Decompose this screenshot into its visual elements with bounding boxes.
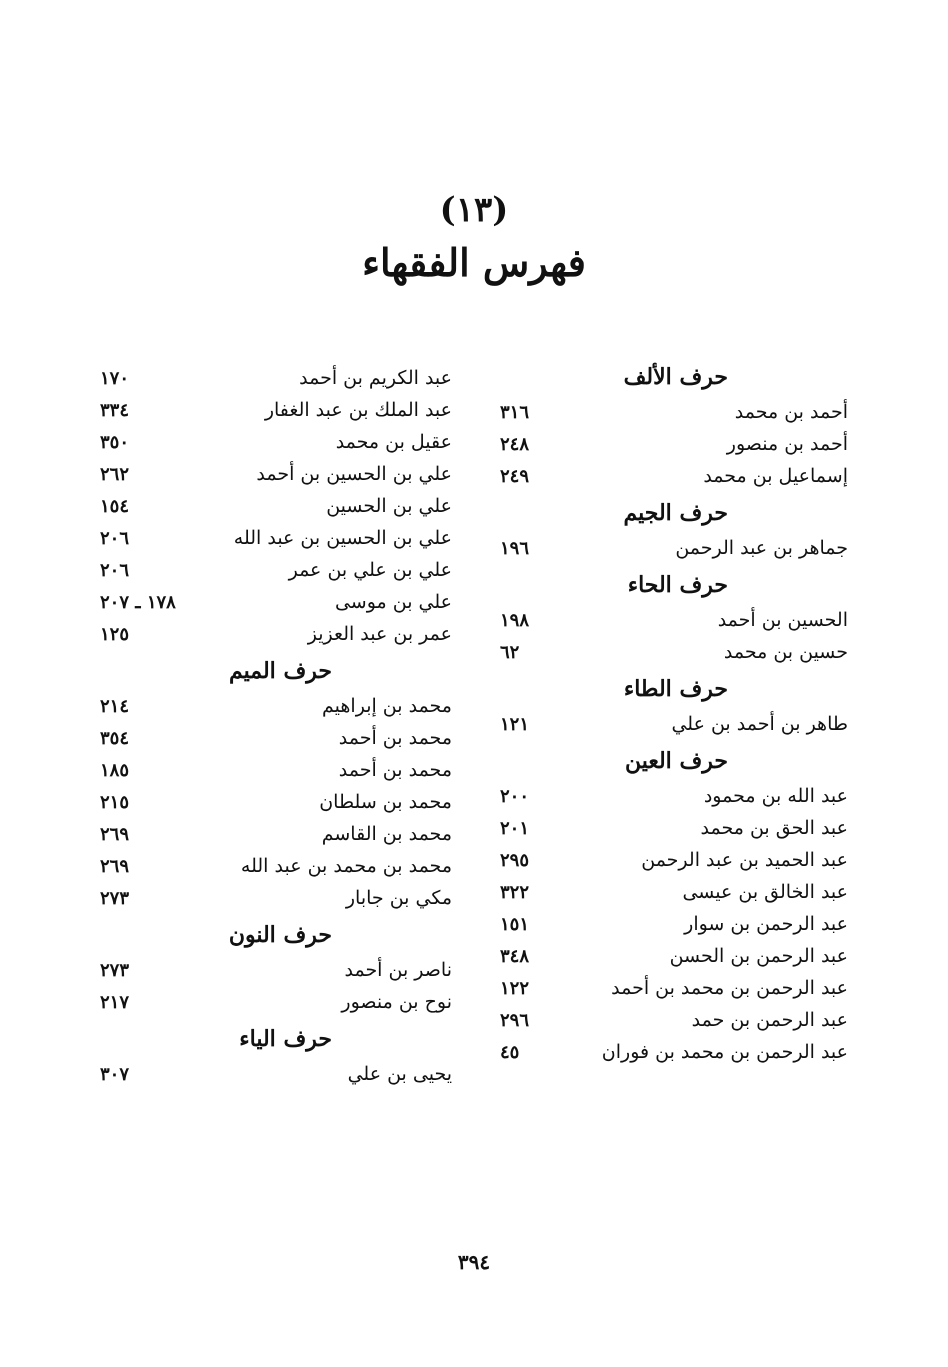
entry-page: ١٥١	[500, 913, 530, 935]
index-entry	[100, 722, 452, 754]
index-title: فهرس الفقهاء	[362, 240, 586, 285]
index-entry	[496, 636, 848, 668]
page-number: ٣٩٤	[457, 1250, 491, 1274]
entry-page: ٢٠١	[500, 817, 530, 839]
entry-name: محمد بن القاسم	[321, 823, 452, 845]
section-heading: حرف الياء	[239, 1026, 332, 1052]
index-entry	[100, 522, 452, 554]
entry-page: ١٧٨ ـ ٢٠٧	[100, 591, 176, 613]
entry-page: ٢٤٨	[500, 433, 530, 455]
entry-name: محمد بن سلطان	[319, 791, 452, 813]
entry-name: عبد الرحمن بن سوار	[684, 913, 848, 935]
index-entry	[496, 876, 848, 908]
entry-page: ٢٤٩	[500, 465, 530, 487]
entry-name: عبد الحميد بن عبد الرحمن	[641, 849, 848, 871]
entry-page: ١٩٦	[500, 537, 530, 559]
index-entry	[100, 618, 452, 650]
entry-name: عبد الخالق بن عيسى	[682, 881, 848, 903]
section-heading: حرف الميم	[228, 658, 332, 684]
index-entry	[496, 532, 848, 564]
entry-name: علي بن علي بن عمر	[288, 559, 452, 581]
index-entry	[100, 458, 452, 490]
entry-page: ١٨٥	[100, 759, 130, 781]
entry-page: ٢٠٠	[500, 785, 530, 807]
section-heading: حرف الألف	[623, 364, 728, 390]
index-entry	[100, 394, 452, 426]
entry-name: عبد الملك بن عبد الغفار	[264, 399, 452, 421]
entry-page: ١٩٨	[500, 609, 530, 631]
entry-page: ٢١٧	[100, 991, 130, 1013]
entry-page: ٣١٦	[500, 401, 530, 423]
entry-page: ٤٥	[500, 1041, 520, 1063]
entry-name: أحمد بن محمد	[734, 401, 848, 423]
entry-page: ٢٦٩	[100, 855, 130, 877]
entry-page: ٦٢	[500, 641, 520, 663]
index-entry	[496, 908, 848, 940]
right-column	[496, 362, 848, 1068]
entry-name: نوح بن منصور	[341, 991, 452, 1013]
index-entry	[496, 396, 848, 428]
index-entry	[100, 786, 452, 818]
entry-name: علي بن الحسين بن عبد الله	[233, 527, 452, 549]
index-entry	[496, 1004, 848, 1036]
index-entry	[496, 604, 848, 636]
entry-name: حسين بن محمد	[723, 641, 848, 663]
entry-name: إسماعيل بن محمد	[703, 465, 848, 487]
index-entry	[496, 972, 848, 1004]
entry-page: ٢١٤	[100, 695, 130, 717]
index-entry	[496, 460, 848, 492]
index-entry	[100, 554, 452, 586]
entry-page: ٢٦٩	[100, 823, 130, 845]
entry-page: ٢٩٥	[500, 849, 530, 871]
entry-page: ٣٥٤	[100, 727, 130, 749]
entry-name: يحيى بن علي	[347, 1063, 452, 1085]
entry-name: محمد بن أحمد	[338, 727, 452, 749]
index-number: (١٣)	[439, 190, 509, 230]
index-entry	[496, 428, 848, 460]
entry-page: ٢٩٦	[500, 1009, 530, 1031]
entry-name: محمد بن إبراهيم	[322, 695, 452, 717]
index-entry	[100, 882, 452, 914]
index-entry	[496, 708, 848, 740]
entry-page: ٢٠٦	[100, 559, 130, 581]
entry-page: ٢٧٣	[100, 887, 130, 909]
index-entry	[100, 362, 452, 394]
index-entry	[100, 1058, 452, 1090]
index-entry	[496, 1036, 848, 1068]
entry-name: عبد الله بن محمود	[703, 785, 848, 807]
entry-page: ٣٤٨	[500, 945, 530, 967]
entry-name: جماهر بن عبد الرحمن	[675, 537, 848, 559]
entry-page: ٣٠٧	[100, 1063, 130, 1085]
entry-name: محمد بن أحمد	[338, 759, 452, 781]
section-heading: حرف الحاء	[627, 572, 728, 598]
entry-name: عبد الرحمن بن محمد بن أحمد	[611, 977, 848, 999]
entry-name: ناصر بن أحمد	[344, 959, 452, 981]
section-heading: حرف الجيم	[623, 500, 728, 526]
index-entry	[496, 812, 848, 844]
entry-name: الحسين بن أحمد	[717, 609, 848, 631]
entry-page: ٣٣٤	[100, 399, 130, 421]
index-entry	[496, 844, 848, 876]
section-heading: حرف النون	[228, 922, 332, 948]
entry-page: ٢٧٣	[100, 959, 130, 981]
index-entry	[496, 940, 848, 972]
entry-page: ٢١٥	[100, 791, 130, 813]
entry-page: ١٢٢	[500, 977, 530, 999]
entry-page: ١٢١	[500, 713, 530, 735]
entry-name: عبد الرحمن بن محمد بن فوران	[601, 1041, 848, 1063]
entry-page: ٢٠٦	[100, 527, 130, 549]
index-entry	[496, 780, 848, 812]
entry-page: ١٢٥	[100, 623, 130, 645]
entry-page: ٢٦٢	[100, 463, 130, 485]
entry-name: علي بن الحسين	[326, 495, 452, 517]
index-entry	[100, 586, 452, 618]
entry-name: علي بن موسى	[334, 591, 452, 613]
index-entry	[100, 426, 452, 458]
index-entry	[100, 850, 452, 882]
index-entry	[100, 818, 452, 850]
entry-name: طاهر بن أحمد بن علي	[671, 713, 848, 735]
entry-page: ٣٥٠	[100, 431, 130, 453]
entry-name: عقيل بن محمد	[335, 431, 452, 453]
entry-name: عبد الرحمن بن حمد	[691, 1009, 848, 1031]
entry-name: عبد الحق بن محمد	[700, 817, 848, 839]
entry-name: عبد الرحمن بن الحسن	[669, 945, 848, 967]
entry-page: ١٥٤	[100, 495, 130, 517]
index-entry	[100, 986, 452, 1018]
entry-page: ١٧٠	[100, 367, 130, 389]
left-column	[100, 362, 452, 1090]
section-heading: حرف العين	[624, 748, 728, 774]
entry-name: محمد بن محمد بن عبد الله	[240, 855, 452, 877]
index-entry	[100, 954, 452, 986]
entry-name: أحمد بن منصور	[726, 433, 848, 455]
index-entry	[100, 490, 452, 522]
index-entry	[100, 754, 452, 786]
entry-name: مكي بن جابار	[345, 887, 452, 909]
section-heading: حرف الطاء	[623, 676, 728, 702]
entry-name: عمر بن عبد العزيز	[307, 623, 452, 645]
entry-page: ٣٢٢	[500, 881, 530, 903]
index-entry	[100, 690, 452, 722]
entry-name: عبد الكريم بن أحمد	[299, 367, 452, 389]
entry-name: علي بن الحسين بن أحمد	[256, 463, 452, 485]
